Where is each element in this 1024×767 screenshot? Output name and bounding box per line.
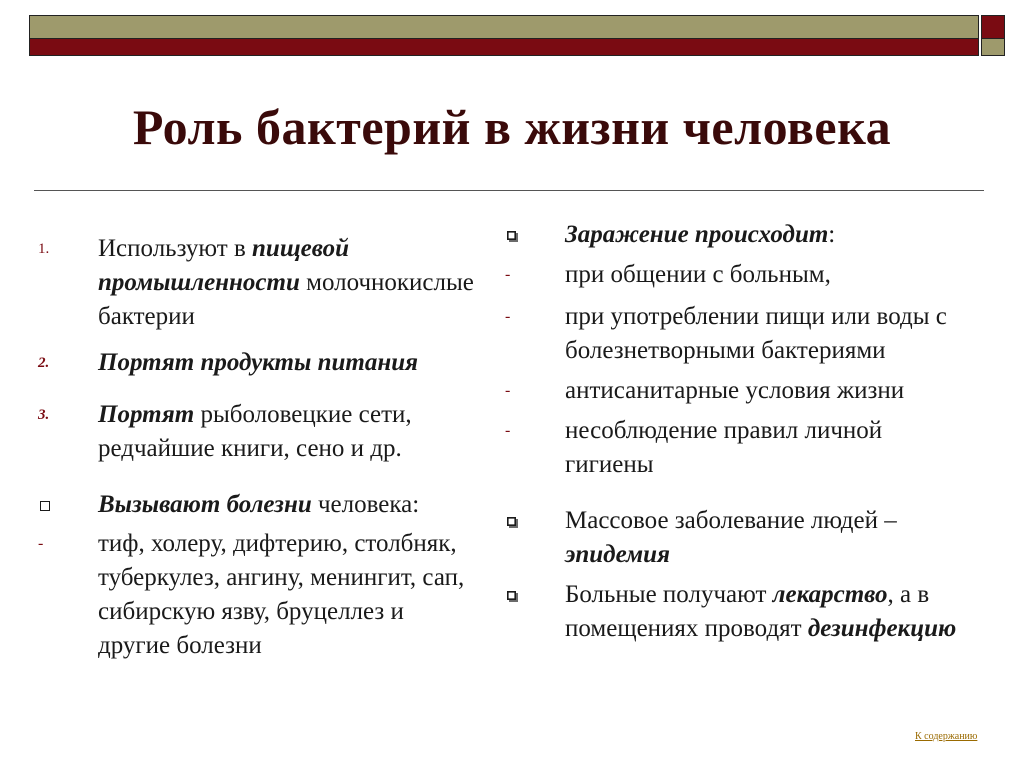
- list-item-text: при употреблении пищи или воды с болезнетворными бактериями: [565, 303, 947, 364]
- list-item: [505, 504, 975, 572]
- list-item: [38, 398, 478, 466]
- dash-bullet: -: [505, 382, 511, 399]
- list-item: [505, 374, 975, 408]
- list-item-text: несоблюдение правил личной гигиены: [565, 417, 883, 478]
- right-column: [505, 218, 975, 646]
- list-item-text: Больные получают лекарство, а в помещениях проводят дезинфекцию: [565, 581, 957, 642]
- list-item: [505, 578, 975, 646]
- list-item-text: Заражение происходит:: [565, 221, 836, 248]
- header-bar-olive: [29, 15, 979, 39]
- list-item: [38, 488, 478, 525]
- list-item-text: Массовое заболевание людей – эпидемия: [565, 507, 897, 568]
- list-item-text: Используют в пищевой промышленности молочнокислые бактерии: [98, 235, 474, 330]
- title-divider: [34, 190, 984, 191]
- list-number: 3.: [38, 407, 50, 423]
- list-item: [505, 414, 975, 482]
- dash-bullet: -: [505, 266, 511, 283]
- list-item: [38, 527, 478, 663]
- header-square-red: [981, 15, 1005, 39]
- header-square-olive: [981, 39, 1005, 56]
- list-number: 2.: [38, 355, 50, 371]
- square-outline-icon: [40, 501, 50, 511]
- list-item: [505, 258, 975, 292]
- square-shadow-icon: [507, 517, 516, 526]
- square-shadow-icon: [507, 231, 516, 240]
- dash-bullet: -: [505, 422, 511, 439]
- header-bar-red: [29, 39, 979, 56]
- list-item-text: Вызывают болезни человека:: [98, 491, 420, 518]
- slide-title: Роль бактерий в жизни человека: [132, 99, 892, 155]
- contents-link[interactable]: К содержанию: [915, 731, 978, 742]
- list-item-text: Портят продукты питания: [98, 349, 418, 376]
- list-item-text: Портят рыболовецкие сети, редчайшие книги, сено и др.: [98, 401, 412, 462]
- list-item: [505, 300, 975, 368]
- list-item: [38, 346, 478, 380]
- list-item-text: антисанитарные условия жизни: [565, 377, 905, 404]
- left-column: [38, 232, 478, 663]
- dash-bullet: -: [38, 535, 44, 552]
- square-shadow-icon: [507, 591, 516, 600]
- list-number: 1.: [38, 241, 50, 257]
- list-item: [505, 218, 975, 254]
- dash-bullet: -: [505, 308, 511, 325]
- list-item-text: при общении с больным,: [565, 261, 831, 288]
- list-item-text: тиф, холеру, дифтерию, столбняк, туберкулез, ангину, менингит, сап, сибирскую язву, бруцеллез и другие болезни: [98, 530, 465, 659]
- list-item: [38, 232, 478, 334]
